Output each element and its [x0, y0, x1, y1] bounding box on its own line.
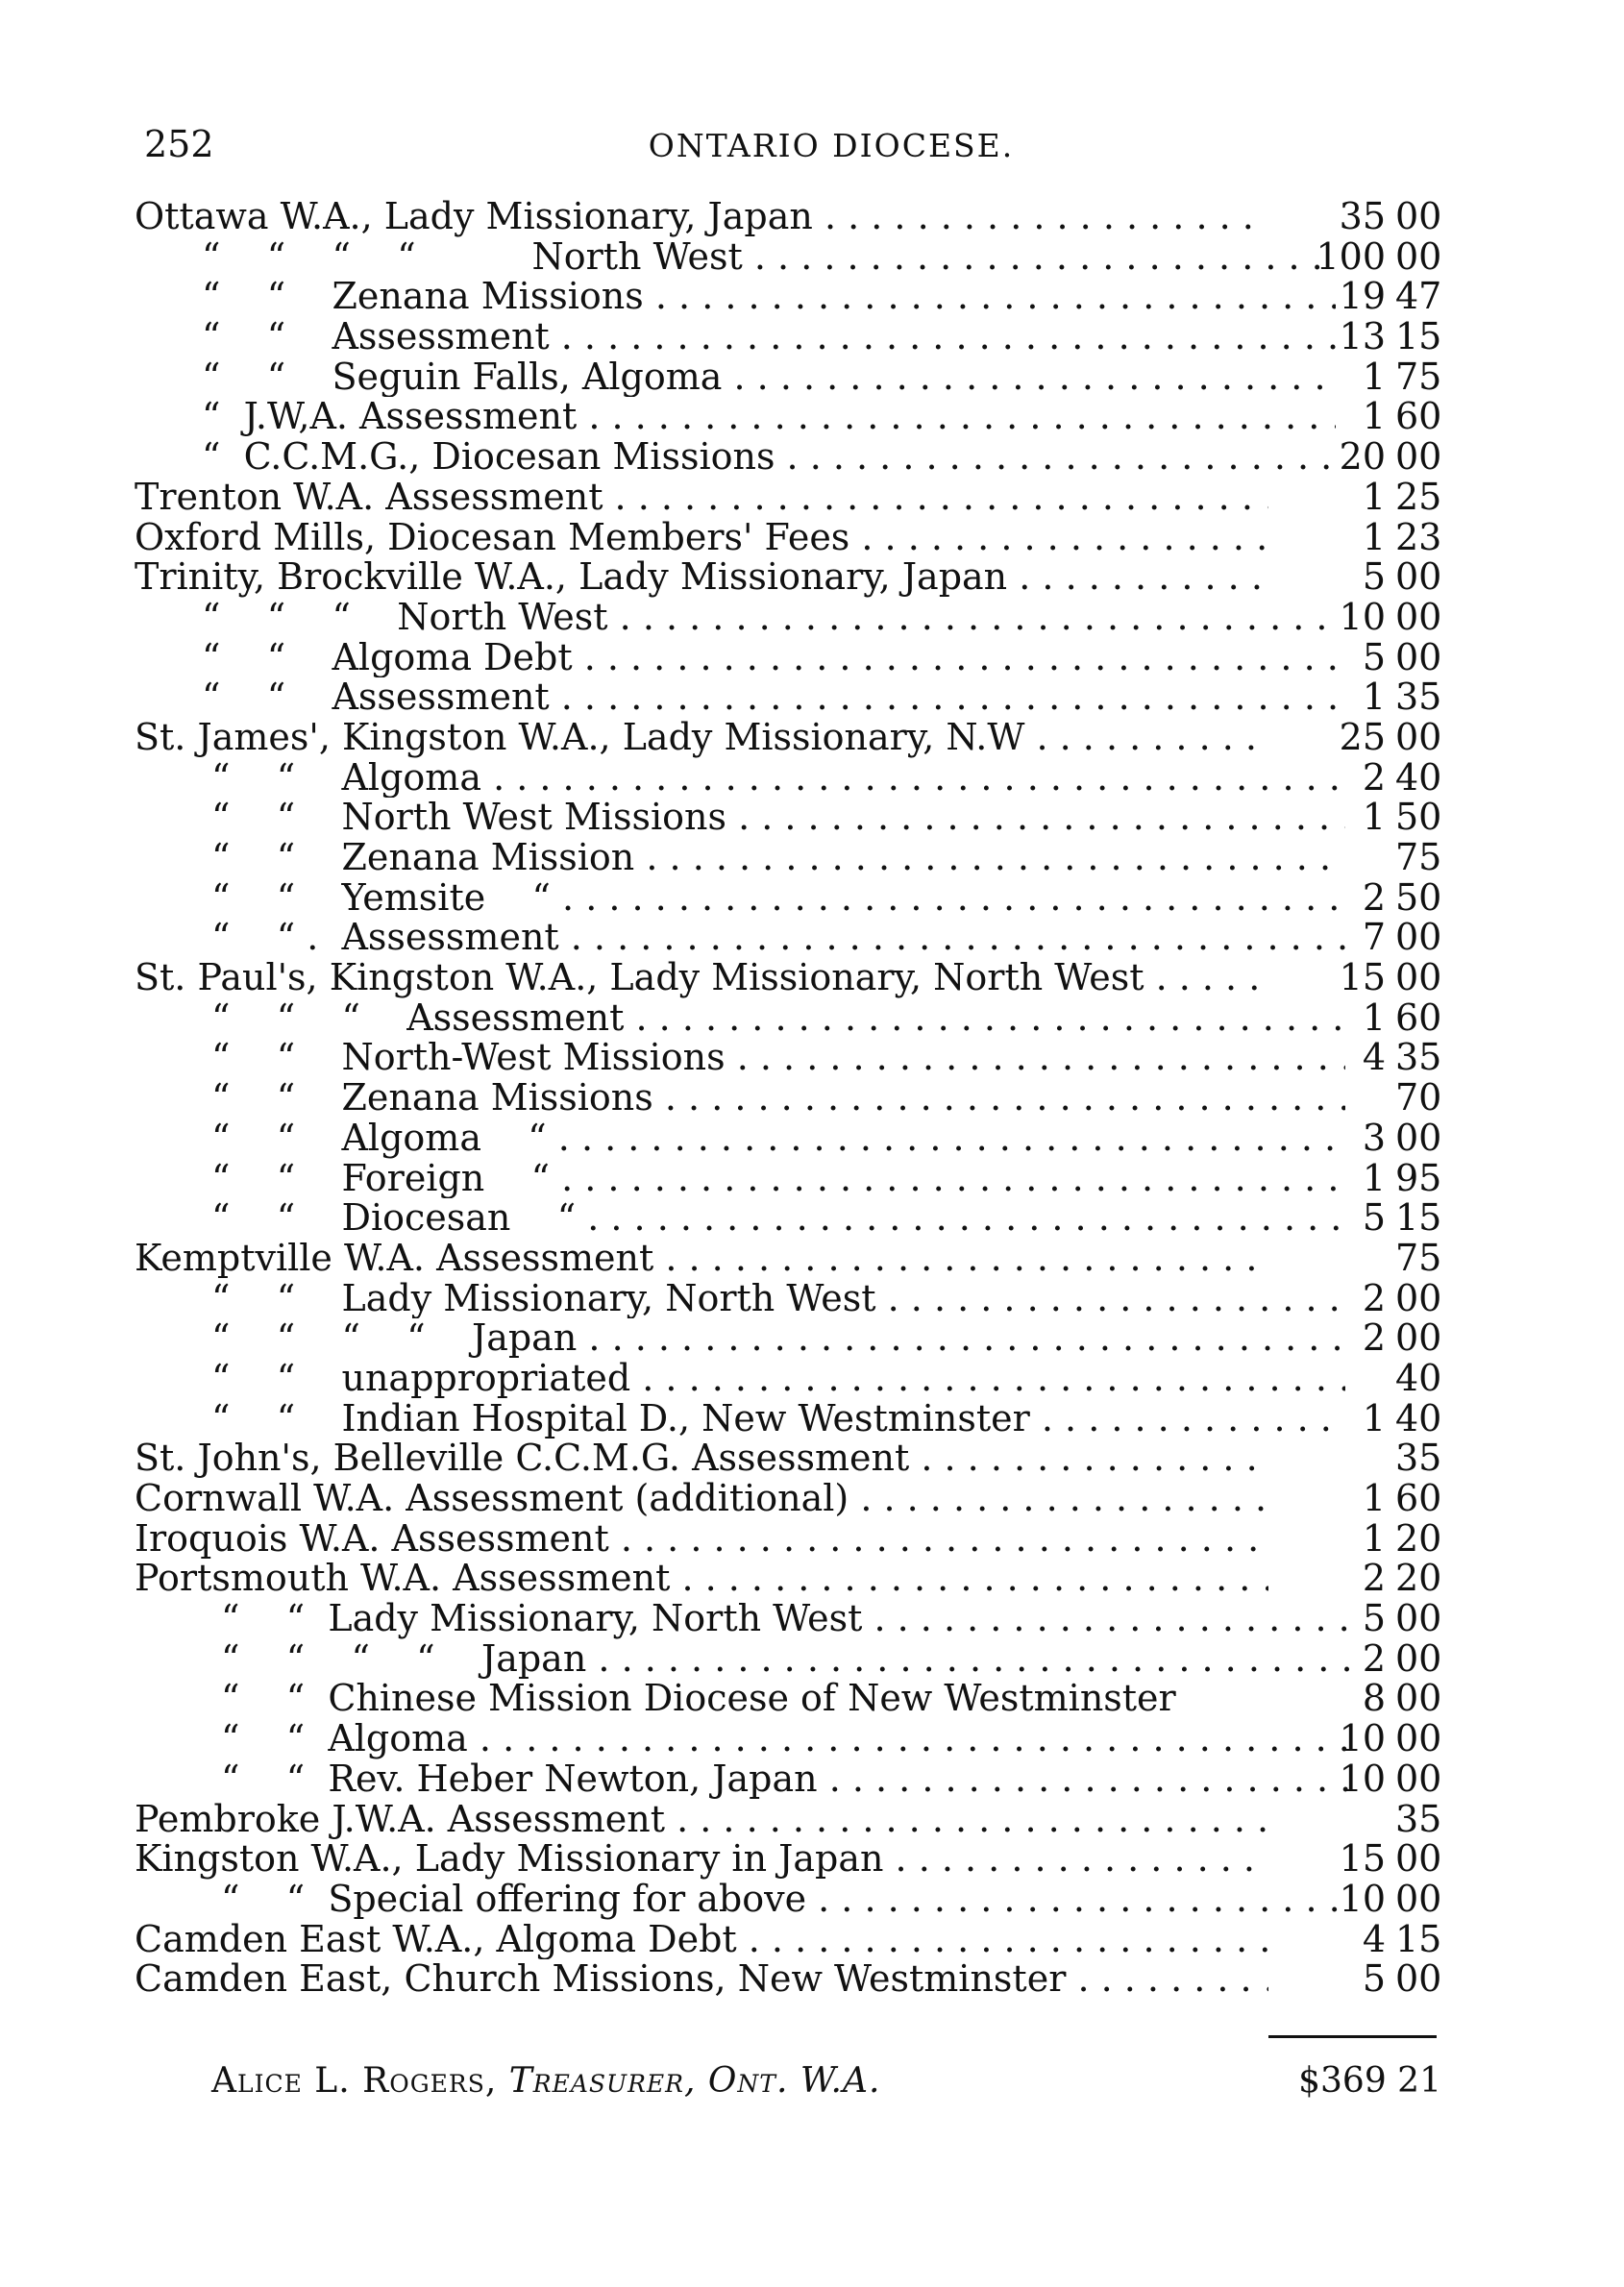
ledger-row	[135, 595, 1442, 638]
amount-cents: 00	[1395, 1316, 1442, 1360]
entry-amount	[1297, 1877, 1442, 1920]
entry-description: Portsmouth W.A. Assessment . . .	[135, 1559, 1268, 1599]
amount-dollars: 8	[1362, 1677, 1386, 1720]
amount-cents: 47	[1395, 275, 1442, 318]
amount-dollars: 1	[1362, 796, 1386, 839]
entry-amount	[1297, 1636, 1442, 1680]
entry-amount	[1297, 1599, 1441, 1639]
amount-dollars: 13	[1339, 315, 1386, 358]
entry-amount	[1297, 715, 1442, 758]
ledger-row	[135, 557, 1441, 598]
amount-dollars: 2	[1362, 1557, 1386, 1600]
amount-dollars: 15	[1339, 1837, 1386, 1881]
page-number: 252	[144, 123, 214, 165]
ledger-row	[135, 1156, 1442, 1199]
entry-description: “ “ Special offering for above . . .	[135, 1880, 1355, 1920]
amount-dollars: 4	[1362, 1036, 1386, 1079]
amount-dollars: 1	[1362, 1477, 1386, 1519]
entry-description: “ “ North-West Missions . . .	[135, 1038, 1345, 1078]
amount-dollars: 10	[1339, 1877, 1386, 1920]
ledger-row	[135, 357, 1441, 398]
ledger-row	[135, 1276, 1442, 1319]
entry-amount	[1297, 875, 1442, 919]
ledger-row	[135, 437, 1441, 478]
ledger-row	[135, 715, 1442, 758]
entry-description: St. John's, Belleville C.C.M.G. Assessment . . .	[135, 1439, 1268, 1479]
entry-amount	[1297, 1759, 1441, 1800]
entry-amount	[1297, 677, 1441, 718]
amount-cents: 00	[1395, 195, 1442, 237]
entry-description: Oxford Mills, Diocesan Members' Fees . . .	[135, 518, 1268, 558]
entry-description: Cornwall W.A. Assessment (additional) . . .	[135, 1479, 1268, 1519]
ledger-row	[135, 1396, 1442, 1439]
amount-cents: 35	[1395, 1036, 1442, 1079]
entry-amount	[1297, 755, 1442, 799]
entry-amount	[1297, 635, 1442, 678]
entry-amount	[1297, 595, 1442, 638]
ledger-row	[135, 1236, 1442, 1279]
entry-amount	[1297, 1959, 1441, 2000]
entry-amount	[1297, 1356, 1442, 1399]
amount-dollars: 2	[1362, 875, 1386, 919]
amount-dollars: 1	[1362, 1396, 1386, 1439]
entry-description: “ “ Zenana Mission . . .	[135, 838, 1345, 878]
ledger-row	[135, 1038, 1441, 1078]
amount-cents: 25	[1395, 475, 1442, 518]
amount-dollars: 2	[1362, 755, 1386, 799]
amount-cents: 00	[1395, 1597, 1442, 1640]
ledger-row	[135, 635, 1442, 678]
ledger-row	[135, 277, 1441, 317]
amount-cents: 00	[1395, 916, 1442, 959]
entry-description: Camden East, Church Missions, New Westminster . . .	[135, 1959, 1268, 2000]
amount-dollars: 1	[1362, 515, 1386, 558]
ledger-row	[135, 475, 1442, 518]
entry-description: “ “ Assessment . . .	[135, 317, 1336, 357]
page-header	[144, 113, 1432, 171]
entry-amount	[1297, 357, 1441, 398]
entry-amount	[1297, 1156, 1442, 1199]
ledger-entries	[135, 197, 1441, 2000]
entry-description: “ “ . Assessment . . .	[135, 918, 1345, 958]
amount-cents: 00	[1395, 234, 1442, 278]
ledger-row	[135, 1636, 1442, 1680]
entry-description: “ “ Algoma Debt . . .	[135, 638, 1336, 678]
entry-description: “ “ Assessment . . .	[135, 677, 1336, 718]
amount-dollars: 15	[1339, 956, 1386, 999]
entry-description: “ J.W,A. Assessment . . .	[135, 397, 1336, 437]
entry-amount	[1297, 1198, 1441, 1239]
amount-cents: 40	[1395, 755, 1442, 799]
amount-cents: 00	[1395, 1957, 1442, 2001]
entry-amount	[1297, 1276, 1442, 1319]
amount-dollars: 1	[1362, 475, 1386, 518]
ledger-row	[135, 1599, 1441, 1639]
entry-description: St. Paul's, Kingston W.A., Lady Missionary, North West . . .	[135, 958, 1268, 998]
entry-amount	[1297, 1516, 1442, 1560]
ledger-row	[135, 1318, 1441, 1359]
ledger-row	[135, 1797, 1442, 1840]
entry-amount	[1297, 1679, 1441, 1719]
signature	[211, 2061, 880, 2101]
amount-dollars: 7	[1362, 916, 1386, 959]
entry-description: Pembroke J.W.A. Assessment . . .	[135, 1800, 1268, 1840]
amount-cents: 40	[1395, 1396, 1442, 1439]
amount-dollars: 5	[1362, 1597, 1386, 1640]
amount-cents: 75	[1395, 836, 1442, 878]
amount-cents: 50	[1395, 875, 1442, 919]
entry-description: “ “ Rev. Heber Newton, Japan . . .	[135, 1759, 1355, 1800]
entry-amount	[1297, 515, 1442, 558]
entry-description: “ “ Chinese Mission Diocese of New Westminster	[221, 1679, 1176, 1720]
ledger-row	[135, 1917, 1442, 1960]
entry-description: “ “ Algoma . . .	[135, 758, 1345, 799]
ledger-row	[135, 1479, 1441, 1519]
ledger-row	[135, 998, 1441, 1039]
entry-description: “ “ Diocesan “ . . .	[135, 1198, 1345, 1239]
entry-description: Camden East W.A., Algoma Debt . . .	[135, 1920, 1268, 1960]
amount-cents: 00	[1395, 715, 1442, 758]
amount-dollars: 10	[1339, 1717, 1386, 1760]
grand-total: $369 21	[1298, 2061, 1441, 2101]
entry-amount	[1297, 277, 1441, 317]
entry-amount	[1297, 1559, 1441, 1599]
ledger-row	[135, 317, 1441, 357]
entry-amount	[1297, 1439, 1441, 1479]
total-rule	[1268, 2035, 1437, 2038]
entry-amount	[1297, 1839, 1441, 1880]
amount-cents: 35	[1395, 676, 1442, 719]
entry-description: Kingston W.A., Lady Missionary in Japan . . .	[135, 1839, 1268, 1880]
entry-description: “ “ “ “ Japan . . .	[135, 1318, 1345, 1359]
amount-dollars: 1	[1362, 1156, 1386, 1199]
amount-cents: 40	[1395, 1356, 1442, 1399]
ledger-row	[135, 397, 1441, 437]
amount-cents: 00	[1395, 1636, 1442, 1680]
entry-amount	[1297, 475, 1442, 518]
entry-amount	[1297, 1116, 1442, 1159]
amount-cents: 20	[1395, 1516, 1442, 1560]
entry-amount	[1297, 1396, 1442, 1439]
amount-cents: 00	[1395, 1116, 1442, 1159]
entry-amount	[1297, 958, 1441, 998]
entry-description: Ottawa W.A., Lady Missionary, Japan . . .	[135, 197, 1268, 237]
entry-amount	[1297, 437, 1441, 478]
entry-amount	[1297, 234, 1442, 278]
ledger-row	[135, 1198, 1441, 1239]
amount-dollars: 1	[1362, 1516, 1386, 1560]
ledger-row	[135, 1078, 1441, 1119]
entry-description: “ C.C.M.G., Diocesan Missions . . .	[135, 437, 1336, 478]
amount-cents: 00	[1395, 1717, 1442, 1760]
ledger-row	[135, 918, 1441, 958]
ledger-row	[135, 1439, 1441, 1479]
amount-cents: 23	[1395, 515, 1442, 558]
amount-dollars: 35	[1339, 195, 1386, 237]
amount-dollars: 19	[1339, 275, 1386, 318]
amount-dollars: 1	[1362, 996, 1386, 1039]
ledger-row	[135, 1559, 1441, 1599]
ledger-row	[135, 1116, 1442, 1159]
amount-cents: 60	[1395, 395, 1442, 438]
entry-description: Trinity, Brockville W.A., Lady Missionary, Japan . . .	[135, 557, 1268, 598]
amount-cents: 15	[1395, 1917, 1442, 1960]
amount-cents: 00	[1395, 1837, 1442, 1881]
ledger-row	[135, 755, 1442, 799]
entry-amount	[1297, 1479, 1441, 1519]
entry-amount	[1297, 1318, 1441, 1359]
entry-description: “ “ Algoma . . .	[135, 1719, 1355, 1759]
entry-description: “ “ “ “ North West . . .	[135, 237, 1336, 278]
amount-dollars: 10	[1339, 595, 1386, 638]
entry-description: “ “ Seguin Falls, Algoma . . .	[135, 357, 1336, 398]
entry-amount	[1297, 1038, 1441, 1078]
ledger-row	[135, 875, 1442, 919]
entry-description: “ “ “ Assessment . . .	[135, 998, 1345, 1039]
entry-description: “ “ “ “ Japan . . .	[135, 1639, 1355, 1680]
entry-amount	[1297, 1797, 1442, 1840]
running-title: ONTARIO DIOCESE.	[648, 127, 1015, 164]
entry-description: “ “ Lady Missionary, North West . . .	[135, 1599, 1355, 1639]
amount-cents: 75	[1395, 355, 1442, 398]
signature-title: Treasurer, Ont. W.A.	[508, 2061, 881, 2101]
entry-description: “ “ Zenana Missions . . .	[135, 277, 1336, 317]
amount-cents: 00	[1395, 1757, 1442, 1800]
ledger-row	[135, 958, 1441, 998]
amount-dollars: 25	[1339, 715, 1386, 758]
amount-cents: 35	[1395, 1437, 1442, 1480]
amount-cents: 15	[1395, 1196, 1442, 1240]
entry-amount	[1297, 918, 1441, 958]
ledger-row	[135, 1839, 1441, 1880]
amount-dollars: 2	[1362, 1636, 1386, 1680]
entry-description: “ “ unappropriated . . .	[135, 1359, 1345, 1399]
entry-amount	[1297, 1917, 1442, 1960]
amount-cents: 35	[1395, 1797, 1442, 1840]
amount-dollars: 5	[1362, 1196, 1386, 1240]
entry-description: Iroquois W.A. Assessment . . .	[135, 1519, 1268, 1560]
entry-description: “ “ Foreign “ . . .	[135, 1159, 1345, 1199]
entry-amount	[1297, 998, 1441, 1039]
entry-description: “ “ North West Missions . . .	[135, 798, 1345, 838]
amount-cents: 20	[1395, 1557, 1442, 1600]
ledger-row	[135, 197, 1441, 237]
entry-description: “ “ Zenana Missions . . .	[135, 1078, 1345, 1119]
ledger-row	[135, 1877, 1442, 1920]
amount-cents: 00	[1395, 595, 1442, 638]
signature-name: Alice L. Rogers,	[211, 2061, 498, 2101]
amount-dollars: 2	[1362, 1276, 1386, 1319]
amount-dollars: 10	[1339, 1757, 1386, 1800]
amount-cents: 00	[1395, 956, 1442, 999]
amount-dollars: 5	[1362, 555, 1386, 599]
amount-cents: 60	[1395, 1477, 1442, 1519]
ledger-row	[135, 1516, 1442, 1560]
entry-description: “ “ Indian Hospital D., New Westminster . . .	[135, 1399, 1345, 1439]
ledger-row	[135, 1356, 1442, 1399]
entry-description: “ “ Lady Missionary, North West . . .	[135, 1279, 1345, 1319]
amount-cents: 00	[1395, 435, 1442, 479]
ledger-row	[135, 1759, 1441, 1800]
amount-cents: 60	[1395, 996, 1442, 1039]
ledger-row	[135, 515, 1442, 558]
amount-cents: 15	[1395, 315, 1442, 358]
page-footer	[135, 2061, 1441, 2109]
ledger-row	[135, 838, 1441, 878]
amount-dollars: 2	[1362, 1316, 1386, 1360]
entry-amount	[1297, 557, 1441, 598]
amount-dollars: 1	[1362, 355, 1386, 398]
amount-cents: 95	[1395, 1156, 1442, 1199]
ledger-row	[135, 1679, 1441, 1719]
entry-amount	[1297, 317, 1441, 357]
entry-amount	[1297, 838, 1441, 878]
entry-description: “ “ “ North West . . .	[135, 598, 1336, 638]
amount-cents: 00	[1395, 555, 1442, 599]
amount-cents: 00	[1395, 1877, 1442, 1920]
entry-description: Kemptville W.A. Assessment . . .	[135, 1239, 1268, 1279]
entry-amount	[1297, 197, 1441, 237]
entry-description: “ “ Algoma “ . . .	[135, 1119, 1345, 1159]
ledger-row	[135, 1959, 1441, 2000]
amount-cents: 00	[1395, 635, 1442, 678]
entry-amount	[1297, 798, 1441, 838]
ledger-row	[135, 234, 1442, 278]
entry-amount	[1297, 1236, 1442, 1279]
amount-cents: 70	[1395, 1076, 1442, 1119]
ledger-row	[135, 1719, 1441, 1759]
amount-dollars: 4	[1362, 1917, 1386, 1960]
entry-amount	[1297, 397, 1441, 437]
ledger-row	[135, 677, 1441, 718]
entry-description: St. James', Kingston W.A., Lady Missionary, N.W . . .	[135, 718, 1268, 758]
amount-cents: 00	[1395, 1276, 1442, 1319]
amount-dollars: 20	[1339, 435, 1386, 479]
entry-amount	[1297, 1719, 1441, 1759]
entry-description: Trenton W.A. Assessment . . .	[135, 478, 1268, 518]
ledger-row	[135, 798, 1441, 838]
amount-cents: 75	[1395, 1236, 1442, 1279]
amount-dollars: 5	[1362, 635, 1386, 678]
amount-dollars: 5	[1362, 1957, 1386, 2001]
amount-cents: 50	[1395, 796, 1442, 839]
amount-dollars: 1	[1362, 395, 1386, 438]
amount-dollars: 3	[1362, 1116, 1386, 1159]
amount-cents: 00	[1395, 1677, 1442, 1720]
amount-dollars: 1	[1362, 676, 1386, 719]
amount-dollars: 100	[1316, 234, 1386, 278]
entry-amount	[1297, 1078, 1441, 1119]
entry-description: “ “ Yemsite “ . . .	[135, 878, 1345, 919]
